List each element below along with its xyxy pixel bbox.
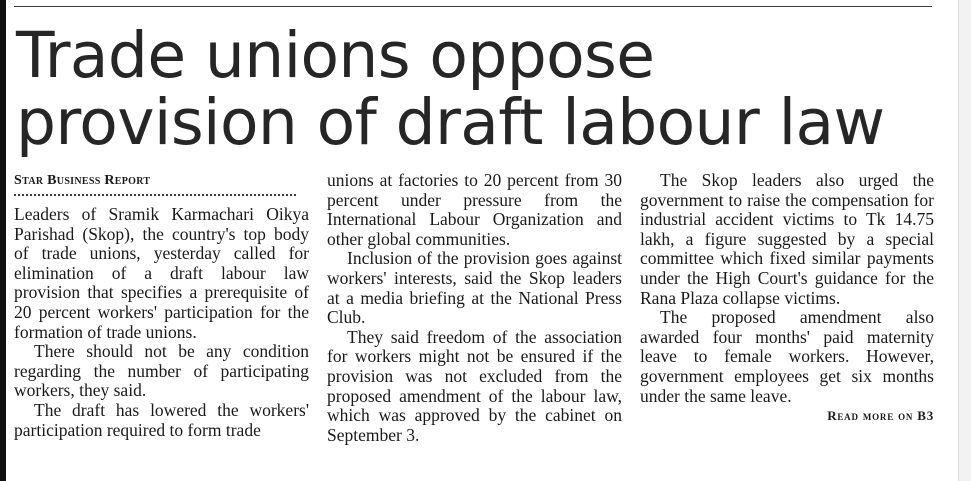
article-column-1: [14, 171, 309, 440]
paragraph: The draft has lowered the workers' participation required to form trade: [14, 399, 309, 440]
paragraph: Inclusion of the provision goes against workers' interests, said the Skop leaders at a media briefing at the National Press Club.: [327, 248, 622, 328]
read-more-link[interactable]: Read more on B3: [827, 408, 934, 424]
article-column-3: [640, 171, 934, 426]
paragraph: There should not be any condition regarding the number of participating workers, they said.: [14, 341, 309, 401]
article-column-2: [327, 171, 622, 445]
byline-divider: [14, 194, 296, 196]
byline: Star Business Report: [14, 173, 151, 188]
paragraph: They said freedom of the association for workers might not be ensured if the provision was not excluded from the proposed amendment of the labour law, which was approved by the cabinet on September 3.: [327, 326, 622, 445]
paragraph: unions at factories to 20 percent from 30 percent under pressure from the International Labour Organization and other global communities.: [327, 170, 622, 249]
paragraph: The proposed amendment also awarded four months' paid maternity leave to female workers. However, government employees get six months under the same leave.: [640, 307, 934, 406]
headline: Trade unions oppose provision of draft labour law: [16, 19, 885, 159]
paragraph: The Skop leaders also urged the government to raise the compensation for industrial accident victims to Tk 14.75 lakh, a figure suggested by a special committee which fixed similar payments under the High Court's guidance for the Rana Plaza collapse victims.: [640, 170, 934, 308]
scan-right-edge: [958, 0, 971, 481]
top-rule: [14, 6, 932, 7]
scan-left-edge: [0, 0, 6, 481]
paragraph: Leaders of Sramik Karmachari Oikya Parishad (Skop), the country's top body of trade unions, yesterday called for elimination of a draft labour law provision that specifies a prerequisite of 20 percent workers' participation for the formation of trade unions.: [14, 204, 309, 342]
